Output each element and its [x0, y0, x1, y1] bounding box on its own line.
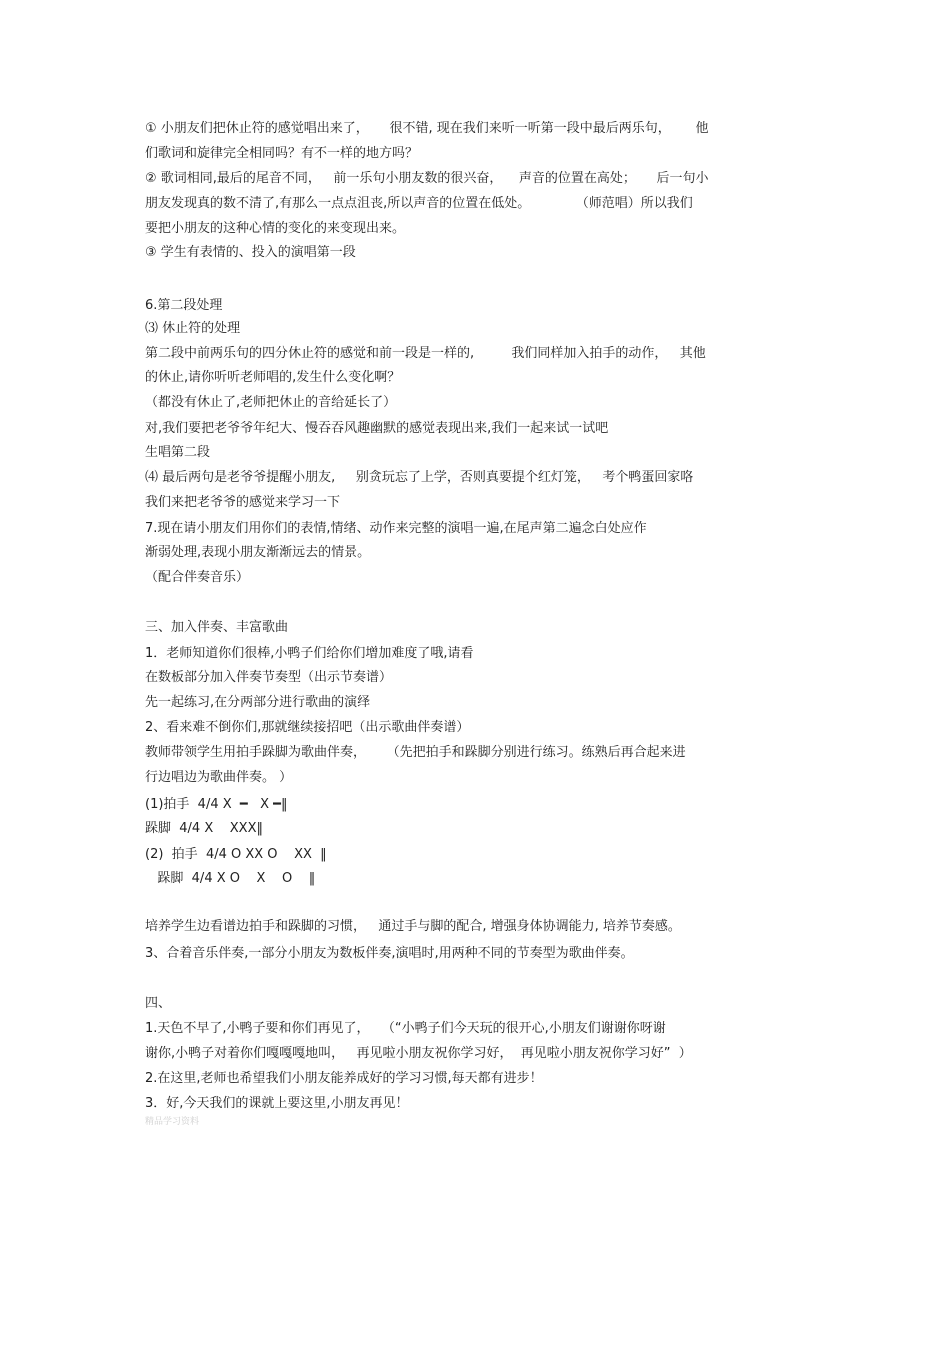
text-line: 们歌词和旋律完全相同吗？有不一样的地方吗？ — [145, 146, 419, 161]
text-line: 培养学生边看谱边拍手和跺脚的习惯， 通过手与脚的配合, 增强身体协调能力, 培养节奏感。 — [145, 919, 681, 934]
text-line: 朋友发现真的数不清了,有那么一点点沮丧,所以声音的位置在低处。 （师范唱）所以我们 — [145, 196, 693, 211]
text-line: 3．好,今天我们的课就上要这里,小朋友再见！ — [145, 1096, 409, 1111]
text-line: ⑷ 最后两句是老爷爷提醒小朋友, 别贪玩忘了上学，否则真要提个红灯笼， 考个鸭蛋回家咯 — [145, 470, 694, 485]
text-line: 教师带领学生用拍手跺脚为歌曲伴奏， （先把拍手和跺脚分别进行练习。练熟后再合起来进 — [145, 745, 686, 760]
rhythm-line: 跺脚 4/4 X XXX‖ — [145, 821, 263, 836]
text-line: 2.在这里,老师也希望我们小朋友能养成好的学习习惯,每天都有进步！ — [145, 1071, 543, 1086]
text-line: 1．老师知道你们很棒,小鸭子们给你们增加难度了哦,请看 — [145, 646, 474, 661]
text-line: 先一起练习,在分两部分进行歌曲的演绎 — [145, 695, 371, 710]
text-line: 2、看来难不倒你们,那就继续接招吧（出示歌曲伴奏谱） — [145, 720, 470, 735]
text-line: 我们来把老爷爷的感觉来学习一下 — [145, 495, 341, 510]
footer-watermark: 精品学习资料 — [145, 1117, 200, 1127]
text-line: 生唱第二段 — [145, 445, 211, 460]
text-line: ③ 学生有表情的、投入的演唱第一段 — [145, 245, 356, 260]
text-line: 1.天色不早了,小鸭子要和你们再见了， （“小鸭子们今天玩的很开心,小朋友们谢谢你呀谢 — [145, 1021, 666, 1036]
text-line: ① 小朋友们把休止符的感觉唱出来了， 很不错, 现在我们来听一听第一段中最后两乐句， 他 — [145, 121, 709, 136]
text-line: 第二段中前两乐句的四分休止符的感觉和前一段是一样的, 我们同样加入拍手的动作， 其他 — [145, 346, 706, 361]
text-line: 要把小朋友的这种心情的变化的来变现出来。 — [145, 221, 406, 236]
rhythm-line: (1)拍手 4/4 X ━ X ━‖ — [145, 797, 288, 812]
section-heading: 四、 — [145, 996, 172, 1011]
text-line: 在数板部分加入伴奏节奏型（出示节奏谱） — [145, 670, 393, 685]
rhythm-line: 跺脚 4/4 X O X O ‖ — [145, 871, 316, 886]
text-line: 的休止,请你听听老师唱的,发生什么变化啊？ — [145, 370, 401, 385]
text-line: ② 歌词相同,最后的尾音不同， 前一乐句小朋友数的很兴奋， 声音的位置在高处； 后一句小 — [145, 171, 709, 186]
section-heading: 6.第二段处理 — [145, 298, 223, 313]
text-line: （配合伴奏音乐） — [145, 570, 250, 585]
text-line: （都没有休止了,老师把休止的音给延长了） — [145, 395, 397, 410]
text-line: 渐弱处理,表现小朋友渐渐远去的情景。 — [145, 545, 371, 560]
section-heading: 三、加入伴奏、丰富歌曲 — [145, 620, 289, 635]
text-line: 谢你,小鸭子对着你们嘎嘎嘎地叫， 再见啦小朋友祝你学习好， 再见啦小朋友祝你学习好” ） — [145, 1046, 692, 1061]
text-line: 行边唱边为歌曲伴奏。 ） — [145, 770, 293, 785]
text-line: 7.现在请小朋友们用你们的表情,情绪、动作来完整的演唱一遍,在尾声第二遍念白处应作 — [145, 521, 647, 536]
text-line: ⑶ 休止符的处理 — [145, 321, 241, 336]
rhythm-line: (2) 拍手 4/4 O XX O XX ‖ — [145, 847, 327, 862]
text-line: 对,我们要把老爷爷年纪大、慢吞吞风趣幽默的感觉表现出来,我们一起来试一试吧 — [145, 421, 609, 436]
text-line: 3、合着音乐伴奏,一部分小朋友为数板伴奏,演唱时,用两种不同的节奏型为歌曲伴奏。 — [145, 946, 634, 961]
